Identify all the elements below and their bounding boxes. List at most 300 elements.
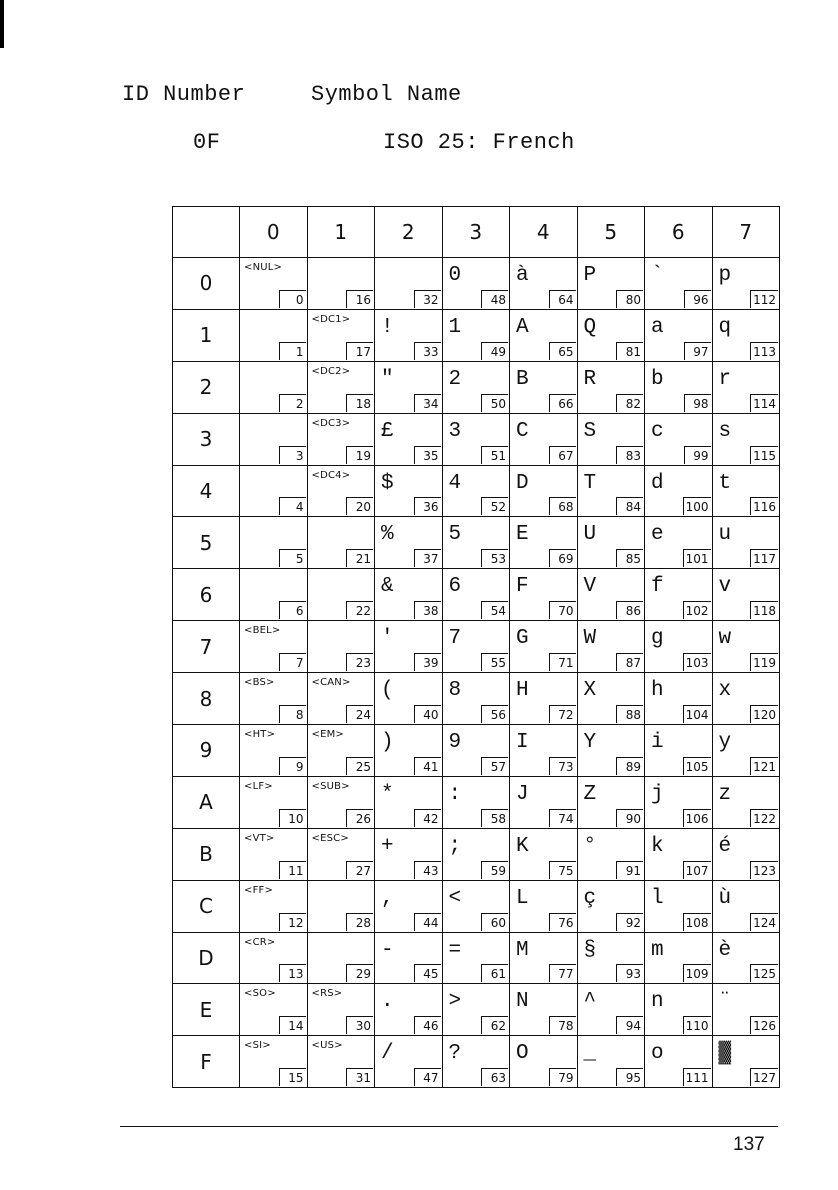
decimal-code-box: 47: [414, 1068, 441, 1086]
decimal-code-box: 114: [750, 394, 778, 412]
id-number-value: 0F: [193, 130, 221, 155]
character-glyph: B: [516, 367, 529, 391]
corner-cell: [173, 207, 240, 258]
decimal-code-box: 15: [279, 1068, 306, 1086]
decimal-code-box: 0: [279, 290, 306, 308]
character-cell: [712, 361, 780, 413]
character-cell: [577, 361, 645, 413]
character-glyph: .: [381, 990, 394, 1014]
character-glyph: $: [381, 471, 394, 495]
character-glyph: b: [651, 367, 664, 391]
character-glyph: =: [448, 938, 462, 962]
character-cell: [712, 725, 780, 777]
character-cell: [375, 1036, 443, 1088]
character-cell: [577, 776, 645, 828]
character-cell: [375, 673, 443, 725]
decimal-code-box: 67: [549, 446, 576, 464]
control-code-label: <CAN>: [311, 677, 351, 689]
decimal-code-box: 78: [549, 1016, 576, 1034]
decimal-code-box: 94: [616, 1016, 643, 1034]
character-cell: [510, 828, 578, 880]
decimal-code-box: 60: [481, 913, 508, 931]
decimal-code-box: 89: [616, 757, 643, 775]
decimal-code-box: 1: [279, 342, 306, 360]
row-header: 8: [173, 673, 240, 725]
character-glyph: /: [381, 1042, 394, 1066]
character-cell: [375, 828, 443, 880]
decimal-code-box: 16: [346, 290, 373, 308]
decimal-code-box: 36: [414, 497, 441, 515]
control-code-label: <NUL>: [244, 262, 283, 273]
character-cell: [712, 465, 780, 517]
page-number: 137: [733, 1134, 765, 1155]
decimal-code-box: 27: [346, 861, 373, 879]
decimal-code-box: 103: [683, 653, 711, 671]
character-cell: [442, 932, 510, 984]
character-glyph: q: [718, 315, 732, 339]
decimal-code-box: 64: [549, 290, 576, 308]
character-cell: [375, 569, 443, 621]
character-cell: [240, 309, 308, 361]
column-header: 5: [577, 207, 645, 258]
decimal-code-box: 31: [346, 1068, 373, 1086]
character-glyph: x: [718, 679, 732, 703]
character-glyph: h: [651, 679, 664, 703]
character-glyph: r: [718, 367, 732, 391]
character-glyph: g: [651, 627, 664, 651]
character-glyph: F: [516, 575, 529, 599]
character-glyph: I: [516, 731, 529, 755]
character-cell: [307, 309, 375, 361]
character-glyph: §: [583, 938, 597, 962]
character-cell: [645, 517, 713, 569]
character-glyph: -: [381, 938, 394, 962]
character-cell: [577, 984, 645, 1036]
decimal-code-box: 41: [414, 757, 441, 775]
decimal-code-box: 8: [279, 705, 306, 723]
decimal-code-box: 37: [414, 549, 441, 567]
character-cell: [645, 361, 713, 413]
character-glyph: >: [448, 990, 462, 1014]
character-cell: [240, 517, 308, 569]
symbol-name-heading: Symbol Name: [311, 82, 462, 107]
control-code-label: <FF>: [244, 884, 274, 896]
control-code-label: <DC1>: [311, 313, 351, 325]
decimal-code-box: 11: [279, 861, 306, 879]
column-header-row: [173, 207, 780, 258]
character-glyph: _: [583, 1042, 597, 1066]
row-header: 0: [173, 258, 240, 310]
character-cell: [712, 828, 780, 880]
decimal-code-box: 33: [414, 342, 441, 360]
decimal-code-box: 124: [750, 913, 778, 931]
character-cell: [307, 776, 375, 828]
decimal-code-box: 49: [481, 342, 508, 360]
character-glyph: 5: [448, 523, 462, 547]
character-cell: [375, 361, 443, 413]
character-cell: [442, 413, 510, 465]
character-glyph: T: [583, 471, 597, 495]
character-glyph: :: [448, 782, 462, 806]
control-code-label: <DC2>: [311, 365, 351, 377]
row-header: 9: [173, 725, 240, 777]
character-glyph: *: [381, 782, 394, 806]
character-glyph: Z: [583, 782, 597, 806]
character-cell: [240, 932, 308, 984]
character-glyph: p: [718, 264, 732, 287]
decimal-code-box: 63: [481, 1068, 508, 1086]
column-header: 6: [645, 207, 713, 258]
character-glyph: s: [718, 419, 732, 443]
character-glyph: d: [651, 471, 664, 495]
character-glyph: e: [651, 523, 664, 547]
row-header: E: [173, 984, 240, 1036]
column-header: 2: [375, 207, 443, 258]
character-cell: [240, 984, 308, 1036]
control-code-label: <BS>: [244, 677, 275, 689]
character-glyph: ▓: [718, 1042, 732, 1066]
table-row: [173, 569, 780, 621]
character-set-table: [172, 206, 780, 1088]
decimal-code-box: 44: [414, 913, 441, 931]
character-cell: [712, 569, 780, 621]
decimal-code-box: 5: [279, 549, 306, 567]
character-cell: [645, 880, 713, 932]
character-glyph: ^: [583, 990, 597, 1014]
decimal-code-box: 48: [481, 290, 508, 308]
character-glyph: £: [381, 419, 394, 443]
character-cell: [510, 725, 578, 777]
decimal-code-box: 13: [279, 964, 306, 982]
decimal-code-box: 102: [683, 601, 711, 619]
decimal-code-box: 77: [549, 964, 576, 982]
decimal-code-box: 127: [750, 1068, 778, 1086]
character-cell: [240, 361, 308, 413]
decimal-code-box: 42: [414, 809, 441, 827]
character-cell: [712, 673, 780, 725]
decimal-code-box: 93: [616, 964, 643, 982]
control-code-label: <SO>: [244, 988, 276, 1000]
character-glyph: è: [718, 938, 732, 962]
character-cell: [645, 828, 713, 880]
decimal-code-box: 74: [549, 809, 576, 827]
character-cell: [712, 258, 780, 310]
character-glyph: o: [651, 1042, 664, 1066]
character-cell: [510, 309, 578, 361]
character-cell: [240, 880, 308, 932]
decimal-code-box: 28: [346, 913, 373, 931]
character-cell: [645, 776, 713, 828]
character-cell: [577, 828, 645, 880]
character-cell: [442, 880, 510, 932]
decimal-code-box: 59: [481, 861, 508, 879]
decimal-code-box: 38: [414, 601, 441, 619]
character-glyph: à: [516, 264, 529, 287]
decimal-code-box: 40: [414, 705, 441, 723]
decimal-code-box: 85: [616, 549, 643, 567]
row-header: 4: [173, 465, 240, 517]
character-glyph: 6: [448, 575, 462, 599]
decimal-code-box: 112: [750, 290, 778, 308]
character-glyph: j: [651, 782, 664, 806]
decimal-code-box: 71: [549, 653, 576, 671]
control-code-label: <VT>: [244, 832, 275, 844]
character-cell: [442, 673, 510, 725]
decimal-code-box: 19: [346, 446, 373, 464]
decimal-code-box: 65: [549, 342, 576, 360]
decimal-code-box: 119: [750, 653, 778, 671]
character-glyph: U: [583, 523, 597, 547]
character-glyph: J: [516, 782, 529, 806]
decimal-code-box: 81: [616, 342, 643, 360]
character-set-body: [173, 258, 780, 1088]
character-glyph: ç: [583, 886, 597, 910]
character-cell: [510, 413, 578, 465]
character-cell: [712, 517, 780, 569]
decimal-code-box: 22: [346, 601, 373, 619]
character-glyph: A: [516, 315, 529, 339]
character-cell: [712, 984, 780, 1036]
decimal-code-box: 79: [549, 1068, 576, 1086]
decimal-code-box: 25: [346, 757, 373, 775]
decimal-code-box: 24: [346, 705, 373, 723]
character-cell: [577, 725, 645, 777]
character-cell: [645, 725, 713, 777]
row-header: 3: [173, 413, 240, 465]
character-cell: [712, 880, 780, 932]
row-header: 1: [173, 309, 240, 361]
character-glyph: c: [651, 419, 664, 443]
character-cell: [577, 569, 645, 621]
character-cell: [307, 621, 375, 673]
control-code-label: <CR>: [244, 936, 276, 948]
decimal-code-box: 82: [616, 394, 643, 412]
decimal-code-box: 107: [683, 861, 711, 879]
character-cell: [577, 258, 645, 310]
decimal-code-box: 54: [481, 601, 508, 619]
character-cell: [375, 725, 443, 777]
character-cell: [307, 465, 375, 517]
decimal-code-box: 76: [549, 913, 576, 931]
character-glyph: W: [583, 627, 597, 651]
character-glyph: +: [381, 834, 394, 858]
row-header: 6: [173, 569, 240, 621]
id-number-heading: ID Number: [122, 82, 246, 107]
character-cell: [240, 569, 308, 621]
character-cell: [510, 880, 578, 932]
character-glyph: ": [381, 367, 394, 391]
control-code-label: <EM>: [311, 729, 345, 741]
table-row: [173, 828, 780, 880]
decimal-code-box: 2: [279, 394, 306, 412]
character-cell: [307, 984, 375, 1036]
character-cell: [510, 673, 578, 725]
character-cell: [577, 673, 645, 725]
control-code-label: <RS>: [311, 988, 343, 1000]
character-cell: [712, 413, 780, 465]
character-glyph: %: [381, 523, 394, 547]
column-header: 3: [442, 207, 510, 258]
control-code-label: <DC3>: [311, 417, 351, 429]
decimal-code-box: 104: [683, 705, 711, 723]
decimal-code-box: 111: [683, 1068, 711, 1086]
character-glyph: S: [583, 419, 597, 443]
character-glyph: D: [516, 471, 529, 495]
decimal-code-box: 9: [279, 757, 306, 775]
decimal-code-box: 17: [346, 342, 373, 360]
decimal-code-box: 43: [414, 861, 441, 879]
character-cell: [375, 309, 443, 361]
character-cell: [510, 465, 578, 517]
character-glyph: 9: [448, 731, 462, 755]
decimal-code-box: 108: [683, 913, 711, 931]
decimal-code-box: 117: [750, 549, 778, 567]
decimal-code-box: 98: [684, 394, 711, 412]
decimal-code-box: 90: [616, 809, 643, 827]
decimal-code-box: 92: [616, 913, 643, 931]
column-header: 0: [240, 207, 308, 258]
character-glyph: z: [718, 782, 732, 806]
character-cell: [375, 932, 443, 984]
character-glyph: ,: [381, 886, 394, 910]
character-glyph: 3: [448, 419, 462, 443]
decimal-code-box: 4: [279, 497, 306, 515]
decimal-code-box: 50: [481, 394, 508, 412]
character-cell: [240, 1036, 308, 1088]
character-cell: [307, 932, 375, 984]
character-glyph: f: [651, 575, 664, 599]
decimal-code-box: 20: [346, 497, 373, 515]
character-glyph: V: [583, 575, 597, 599]
character-cell: [442, 984, 510, 1036]
decimal-code-box: 57: [481, 757, 508, 775]
decimal-code-box: 95: [616, 1068, 643, 1086]
character-cell: [307, 517, 375, 569]
table-row: [173, 517, 780, 569]
character-glyph: `: [651, 264, 664, 287]
character-glyph: P: [583, 264, 597, 287]
character-glyph: O: [516, 1042, 529, 1066]
character-cell: [645, 621, 713, 673]
decimal-code-box: 6: [279, 601, 306, 619]
character-cell: [510, 932, 578, 984]
character-cell: [645, 569, 713, 621]
decimal-code-box: 51: [481, 446, 508, 464]
control-code-label: <BEL>: [244, 625, 281, 637]
character-cell: [645, 932, 713, 984]
decimal-code-box: 70: [549, 601, 576, 619]
decimal-code-box: 58: [481, 809, 508, 827]
decimal-code-box: 123: [750, 861, 778, 879]
table-row: [173, 725, 780, 777]
decimal-code-box: 126: [750, 1016, 778, 1034]
character-glyph: Y: [583, 731, 597, 755]
character-cell: [375, 776, 443, 828]
character-cell: [240, 828, 308, 880]
character-cell: [645, 413, 713, 465]
decimal-code-box: 46: [414, 1016, 441, 1034]
row-header: B: [173, 828, 240, 880]
character-glyph: 7: [448, 627, 462, 651]
decimal-code-box: 66: [549, 394, 576, 412]
decimal-code-box: 113: [750, 342, 778, 360]
character-glyph: ': [381, 627, 394, 651]
character-glyph: M: [516, 938, 529, 962]
decimal-code-box: 106: [683, 809, 711, 827]
character-cell: [442, 776, 510, 828]
character-cell: [645, 673, 713, 725]
character-cell: [240, 673, 308, 725]
decimal-code-box: 23: [346, 653, 373, 671]
decimal-code-box: 32: [414, 290, 441, 308]
character-glyph: E: [516, 523, 529, 547]
character-cell: [442, 309, 510, 361]
control-code-label: <HT>: [244, 729, 276, 741]
decimal-code-box: 68: [549, 497, 576, 515]
decimal-code-box: 45: [414, 964, 441, 982]
decimal-code-box: 80: [616, 290, 643, 308]
character-glyph: &: [381, 575, 394, 599]
character-glyph: y: [718, 731, 732, 755]
character-cell: [510, 621, 578, 673]
table-row: [173, 621, 780, 673]
character-glyph: l: [651, 886, 664, 910]
table-row: [173, 776, 780, 828]
character-cell: [240, 465, 308, 517]
character-cell: [240, 258, 308, 310]
character-glyph: 1: [448, 315, 462, 339]
character-cell: [510, 984, 578, 1036]
character-cell: [442, 517, 510, 569]
character-cell: [510, 1036, 578, 1088]
character-glyph: v: [718, 575, 732, 599]
character-cell: [307, 673, 375, 725]
decimal-code-box: 110: [683, 1016, 711, 1034]
character-cell: [375, 621, 443, 673]
character-cell: [442, 1036, 510, 1088]
character-cell: [307, 361, 375, 413]
decimal-code-box: 125: [750, 964, 778, 982]
character-glyph: n: [651, 990, 664, 1014]
decimal-code-box: 12: [279, 913, 306, 931]
character-glyph: w: [718, 627, 732, 651]
character-glyph: ?: [448, 1042, 462, 1066]
character-glyph: Q: [583, 315, 597, 339]
character-cell: [510, 776, 578, 828]
character-glyph: C: [516, 419, 529, 443]
character-cell: [375, 465, 443, 517]
table-row: [173, 880, 780, 932]
decimal-code-box: 120: [750, 705, 778, 723]
table-row: [173, 413, 780, 465]
decimal-code-box: 53: [481, 549, 508, 567]
character-cell: [577, 517, 645, 569]
control-code-label: <US>: [311, 1040, 343, 1052]
decimal-code-box: 100: [683, 497, 711, 515]
row-header: D: [173, 932, 240, 984]
row-header: F: [173, 1036, 240, 1088]
row-header: A: [173, 776, 240, 828]
character-glyph: ¨: [718, 990, 732, 1014]
character-cell: [240, 776, 308, 828]
character-glyph: °: [583, 834, 597, 858]
decimal-code-box: 14: [279, 1016, 306, 1034]
character-cell: [712, 309, 780, 361]
decimal-code-box: 55: [481, 653, 508, 671]
control-code-label: <LF>: [244, 780, 273, 792]
row-header: 5: [173, 517, 240, 569]
character-cell: [307, 413, 375, 465]
